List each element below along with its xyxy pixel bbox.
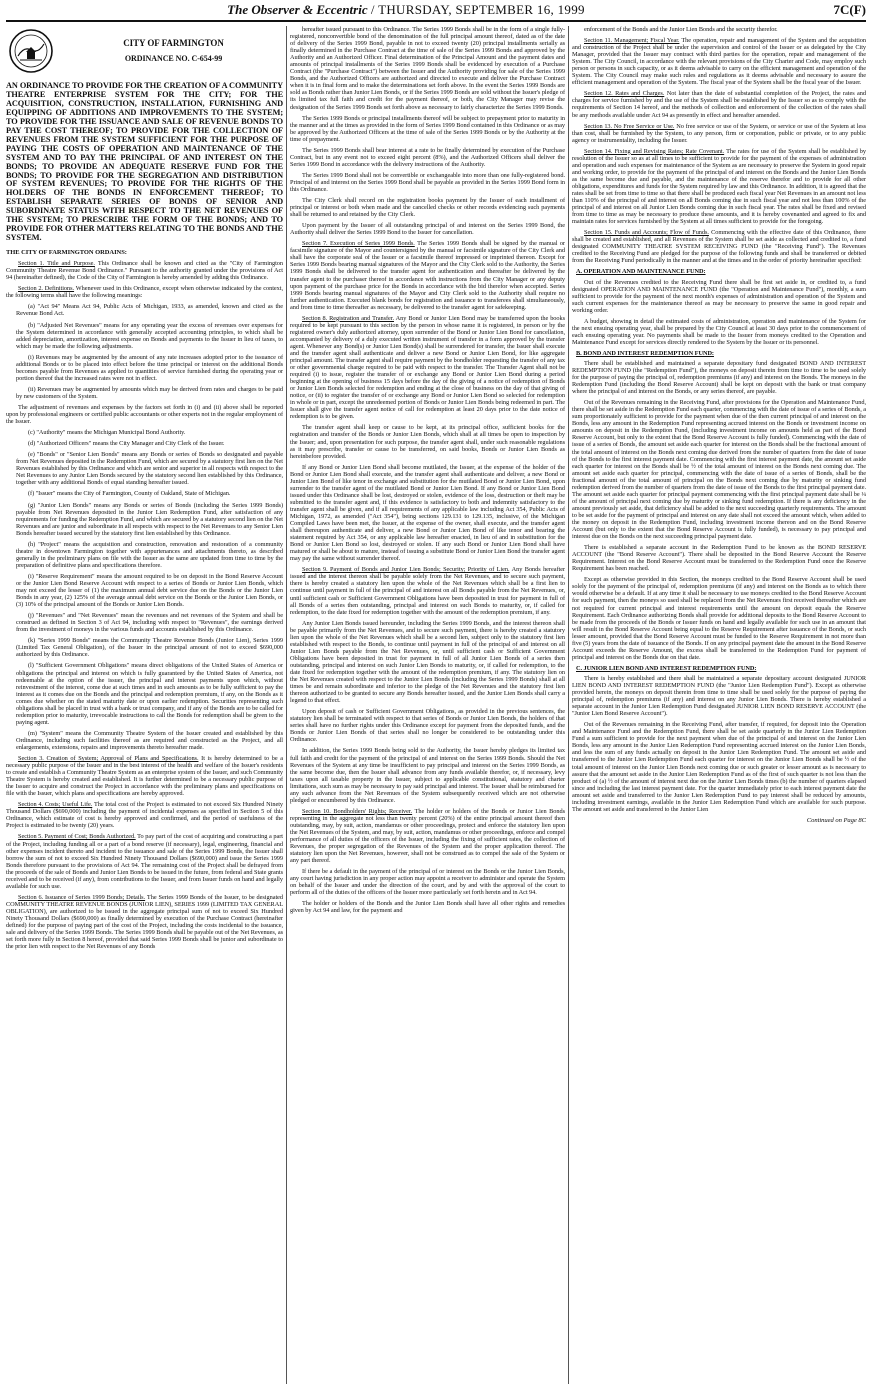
definition-paragraph — [16, 322, 283, 350]
paragraph-text: In addition, the Series 1999 Bonds being sold to the Authority, the Issuer hereby pledges its limited tax full faith and credit for the payment of the principal of and interest on the Series 1999 Bonds. Should the Net Revenues of the System at any time be insufficient to pay principal and interest on the Series 1999 Bonds, as the same become due, then the Issuer shall advance from any funds available therefor, or, if necessary, levy taxes upon all taxable property in the Issuer, subject to applicable constitutional, statutory and charter limitations, such sum as may be necessary to pay said principal and interest. The Issuer shall be reimbursed for any such advance from the Net Revenues of the System subsequently received which are not otherwise pledged or encumbered by this Ordinance. — [290, 747, 565, 804]
city-block — [64, 28, 283, 65]
paragraph-text: The Series 1999 Bonds shall be signed by the manual or facsimile signature of the Mayor and countersigned by the manual or facsimile signature of the City Clerk and shall have the corporate seal of the Issuer or a facsimile thereof impressed or imprinted thereon. Except for Series 1999 Bonds bearing manual signatures of the Mayor and the City Clerk sold to the Authority, the Series 1999 Bonds shall be delivered to the transfer agent for authentication and thereafter be delivered by the transfer agent to the purchaser thereof in accordance with instructions from the City Manager or any deputy upon payment of the purchase price for the Bonds in accordance with the bid therefor when accepted. Series 1999 Bonds bearing manual signatures of the Mayor and City Clerk sold to the Authority shall require no further authentication. Executed blank bonds for registration and issuance to transferees shall simultaneously, and from time to time thereafter as necessary, be delivered to the transfer agent for safekeeping. — [290, 240, 565, 311]
section-paragraph — [6, 894, 283, 950]
section-heading: Section 15. Funds and Accounts; Flow of Funds. — [584, 229, 709, 237]
definition-paragraph — [16, 451, 283, 486]
body-paragraph — [290, 197, 565, 218]
body-paragraph — [572, 360, 866, 395]
paragraph-text: There is hereby established and there shall be maintained a separate depositary account designated JUNIOR LIEN BOND AND INTEREST REDEMPTION FUND (the "Junior Lien Redemption Fund"). Except as otherwise provided herein, the moneys on deposit therein from time to time shall be used solely for the purpose of paying the principal of, redemption premiums (if any) and interest on any Junior Lien Bonds. There is hereby established a separate account in the Junior Lien Redemption Fund designated JUNIOR LIEN BOND RESERVE ACCOUNT (the "Junior Lien Bond Reserve Account"). — [572, 674, 866, 718]
column-1-body — [6, 260, 283, 950]
paragraph-text: Commencing with the effective date of this Ordinance, there shall be created and established, and all Revenues of the System shall be set aside as collected and credited to, a fund designated COMMUNITY THEATRE SYSTEM RECEIVING FUND (the "Receiving Fund"). The Revenues credited to the Receiving Fund are pledged for the purpose of the following funds and shall be transferred or debited from the Receiving Fund periodically in the manner and at the times and in the order of priority hereinafter specified: — [572, 229, 866, 265]
definition-paragraph — [16, 502, 283, 537]
definition-paragraph — [16, 541, 283, 569]
definition-paragraph — [16, 386, 283, 400]
paragraph-text: Any Bond or Junior Lien Bond may be transferred upon the books required to be kept pursuant to this section by the person in whose name it is registered, in person or by the registered owner's duly authorized attorney, upon surrender of the Bond or Junior Lien Bond for cancellation, accompanied by delivery of a duly executed written instrument of transfer in a form approved by the transfer agent. Whenever any Bond(s) or Junior Lien Bond(s) shall be surrendered for transfer, the Issuer shall execute and the transfer agent shall authenticate and deliver a new Bond or Junior Lien Bond, for like aggregate principal amount. The transfer agent shall require payment by the bondholder requesting the transfer of any tax or other governmental charge required to be paid with respect to the transfer. The Transfer Agent shall not be required (i) to issue, register the transfer of or exchange any Bond or Junior Lien Bond during a period beginning at the opening of business 15 days before the day of the giving of a notice of redemption of Bonds or Junior Lien Bonds selected for redemption and ending at the close of business on the day of that giving of notice, or (ii) to register the transfer of or exchange any Bond or Junior Lien Bond so selected for redemption in whole or in part, except the unredeemed portion of Bonds or Junior Lien Bonds being redeemed in part. The Issuer shall give the transfer agent notice of call for redemption at least 20 days prior to the date notice of redemption is to be given. — [290, 314, 565, 421]
section-heading: Section 2. Definitions. — [18, 285, 75, 293]
paragraph-text: It is hereby determined to be a necessary public purpose of the Issuer and in the best interest of the health and welfare of the Issuer's residents to create and establish a Community Theatre System as an enterprise system of the Issuer, and such Community Theatre System is hereby created and established. It is further determined to be a necessary public purpose of the Issuer to acquire and construct the Project in accordance with the preliminary plans and specifications on file with the Issuer, which plans and specifications are hereby approved. — [6, 755, 283, 798]
paragraph-text: (k) "Series 1999 Bonds" means the Community Theatre Revenue Bonds (Junior Lien), Series 1999 (Limited Tax General Obligation), of the Issuer in the principal amount of not to exceed $690,000 authorized by this Ordinance. — [16, 637, 283, 659]
column-3-body — [572, 26, 866, 813]
section-heading: Section 5. Payment of Cost; Bonds Authorized. — [18, 833, 136, 841]
city-seal-icon — [8, 28, 54, 74]
paragraph-text: The Series 1999 Bonds or principal installments thereof will be subject to prepayment prior to maturity in the manner and at the times as provided in the form of Series 1999 Bond contained in this Ordinance or as may be approved by the Authorized Officers at the time of sale of the Series 1999 Bonds or by the Authority at the time of prepayment. — [290, 114, 565, 143]
issue-date-text: THURSDAY, SEPTEMBER 16, 1999 — [378, 2, 585, 17]
section-paragraph — [572, 90, 866, 118]
fund-heading: B. BOND AND INTEREST REDEMPTION FUND: — [576, 349, 714, 357]
definition-paragraph — [16, 440, 283, 447]
definition-paragraph — [16, 730, 283, 751]
definition-paragraph — [16, 303, 283, 317]
body-paragraph — [290, 147, 565, 168]
body-paragraph — [572, 399, 866, 540]
section-heading: Section 8. Registration and Transfer. — [302, 314, 394, 322]
body-paragraph — [290, 424, 565, 459]
notice-header — [8, 28, 283, 74]
definition-paragraph — [16, 354, 283, 382]
section-paragraph — [572, 148, 866, 226]
paragraph-text: The transfer agent shall keep or cause to be kept, at its principal office, sufficient books for the registration and transfer of the Bonds or Junior Lien Bonds, which shall at all times be open to inspection by the Issuer; and, upon presentation for such purpose, the transfer agent shall, under such reasonable regulations as it may prescribe, transfer or cause to be transferred, on said books, Bonds or Junior Lien Bonds as hereinbefore provided. — [290, 424, 565, 460]
section-heading: Section 1. Title and Purpose. — [18, 260, 95, 268]
paragraph-text: The operation, repair and management of the System and the acquisition and construction of the Project shall be under the supervision and control of the Issuer or as delegated by the City Manager, provided that the Issuer may contract with third parties for the operation, repair and management of the System. The City Council, in accordance with the relevant provisions of the City Charter and Code, may employ such person or persons in such capacity, or as it deems advisable to carry on the efficient management and operation of the System. The City Council may make such rules and regulations as it deems advisable and necessary to assure the efficient management and operation of the System. The fiscal year of the System shall be the fiscal year of the Issuer. — [572, 37, 866, 87]
paragraph-text: Out of the Revenues credited to the Receiving Fund there shall be first set aside in, or credited to, a fund designated OPERATION AND MAINTENANCE FUND (the "Operation and Maintenance Fund"), monthly, a sum sufficient to provide for the payment of the next month's expenses of administration and operation of the System and such current expenses for the maintenance thereof as may be necessary to preserve the same in good repair and working order. — [572, 278, 866, 314]
paragraph-text: (a) "Act 94" Means Act 94, Public Acts of Michigan, 1933, as amended, known and cited as the Revenue Bond Act. — [16, 303, 283, 318]
section-heading: Section 11. Management; Fiscal Year. — [584, 37, 680, 45]
section-paragraph — [290, 566, 565, 615]
issue-date — [371, 2, 585, 17]
body-paragraph — [290, 747, 565, 803]
paragraph-text: (c) "Authority" means the Michigan Municipal Bond Authority. — [28, 429, 186, 437]
paragraph-text: (h) "Project" means the acquisition and construction, renovation and restoration of a community theatre in downtown Farmington together with appurtenances and attachments thereto, as described generally in the preliminary plans on file with the Issuer as the same are updated from time to time by the preparation of definitive plans and specifications therefore. — [16, 540, 283, 569]
body-paragraph — [572, 675, 866, 717]
paragraph-text: Whenever used in this Ordinance, except when otherwise indicated by the context, the following terms shall have the following meanings: — [6, 285, 283, 300]
paragraph-text: If any Bond or Junior Lien Bond shall become mutilated, the Issuer, at the expense of the holder of the Bond or Junior Lien Bond shall execute, and the transfer agent shall authenticate and deliver, a new Bond or Junior Lien Bond of like tenor in exchange and substitution for the mutilated Bond or Junior Lien Bond, upon surrender to the transfer agent of the mutilated Bond or Junior Lien Bond. If any Bond or Junior Lien Bond issued under this Ordinance shall be lost, destroyed or stolen, evidence of the loss, destruction or theft may be submitted to the transfer agent and, if this evidence is satisfactory to both and indemnity satisfactory to the transfer agent shall be given, and if all requirements of any applicable law including Act 354, Public Acts of Michigan, 1972, as amended ("Act 354"), being sections 129.131 to 129.135, inclusive, of the Michigan Compiled Laws have been met, the Issuer, at the expense of the owner, shall execute, and the transfer agent shall thereupon authenticate and deliver, a new Bond or Junior Lien Bond of like tenor and bearing the statement required by Act 354, or any applicable law hereafter enacted, in lieu of and in substitution for the Bond or Junior Lien Bond so lost, destroyed or stolen. If any such Bond or Junior Lien Bond shall have matured or shall be about to mature, instead of issuing a substitute Bond or Junior Lien Bond the transfer agent may pay the same without surrender thereof. — [290, 463, 565, 563]
section-paragraph — [572, 37, 866, 86]
page-number: 7C(F) — [833, 2, 866, 17]
fund-heading: C. JUNIOR LIEN BOND AND INTEREST REDEMPTION FUND: — [576, 664, 757, 672]
paragraph-text: Upon payment by the Issuer of all outstanding principal of and interest on the Series 1999 Bond, the Authority shall deliver the Series 1999 Bond to the Issuer for cancellation. — [290, 222, 565, 237]
definition-paragraph — [16, 637, 283, 658]
date-sep: / — [370, 2, 379, 17]
section-paragraph — [6, 755, 283, 797]
paragraph-text: (d) "Authorized Officers" means the City Manager and City Clerk of the Issuer. — [28, 440, 225, 448]
continued-note: Continued on Page 8C — [806, 816, 866, 824]
body-paragraph — [572, 279, 866, 314]
paragraph-text: A budget, showing in detail the estimated costs of administration, operation and maintenance of the System for the next ensuing operating year, shall be prepared by the City Council at least 30 days prior to the commencement of each ensuing operating year. No payments shall be made to the Issuer from moneys credited to the Operation and Maintenance Fund except for services directly rendered to the System by the Issuer or its personnel. — [572, 317, 866, 346]
paragraph-text: The holder or holders of the Bonds or Junior Lien Bonds representing in the aggregate not less than twenty percent (20%) of the entire principal amount thereof then outstanding, may, by suit, action, mandamus or other proceedings, protect and enforce the statutory lien upon the Net Revenues of the System, and may, by suit, action, mandamus or other proceedings, enforce and compel performance of all duties of the officers of the Issuer, including the fixing of sufficient rates, the collection of Revenues, the proper segregation of the Revenues of the System and the proper application thereof. The statutory lien upon the Net Revenues, however, shall not be construed as to compel the sale of the System or any part thereof. — [290, 807, 565, 865]
body-paragraph — [290, 464, 565, 563]
section-heading: Section 14. Fixing and Revising Rates; Rate Covenant. — [584, 147, 725, 155]
column-3 — [572, 26, 866, 1384]
ordains-line: THE CITY OF FARMINGTON ORDAINS: — [6, 249, 127, 257]
body-paragraph — [290, 868, 565, 896]
paragraph-text: The holder or holders of the Bonds and the Junior Lien Bonds shall have all other rights and remedies given by Act 94 and law, for the payment and — [290, 900, 565, 915]
paragraph-text: Out of the Revenues remaining in the Receiving Fund, after provisions for the Operation and Maintenance Fund, there shall be set aside in the Redemption Fund each quarter, commencing with the date of issue of a series of Bonds, a sum proportionately sufficient to provide for the payment when due of the then current principal of and interest on the Bonds, less any amount in the Redemption Fund representing accrued interest on the Bonds or investment income on amounts on deposit in the Redemption Fund, (including investment income on amounts held as part of the Bond Reserve Account, but only to the extent that the Bond Reserve Account is fully funded). Commencing with the date of issue of a series of Bonds, the amount set aside each quarter for interest on the Bonds shall be the fractional amount of the total amount of interest on the Bonds next coming due derived from the number of quarters from the date of issue of the Bonds to the first interest payment date. Commencing with the first interest payment date, the amount set aside each quarter for interest on the Bonds shall be ½ of the total amount of interest on the Bonds next coming due. The amount set aside each quarter for principal, commencing with the date of issue of a series of Bonds, shall be the fractional amount of the total amount of principal on the Bonds next coming due by maturity or sinking fund redemption derived from the number of quarters from the date of issue of the Bonds to the first principal payment date. The amount set aside each quarter for principal payment commencing with the first principal payment date shall be ¼ of the amount of principal next coming due by maturity or sinking fund redemption. If there is any deficiency in the amount previously set aside, that deficiency shall be added to the next succeeding quarterly requirements. The amount to be set aside for the payment of principal and interest on any date shall not exceed the amount which, when added to the money on deposit in the Redemption Fund, including investment income thereon and on the Bond Reserve Account (but only to the extent that the Bond Reserve Account is fully funded), is necessary to pay principal and interest due on the Bonds on the next succeeding principal payment date. — [572, 399, 866, 541]
city-name: CITY OF FARMINGTON — [123, 38, 224, 48]
paragraph-text: There shall be established and maintained a separate depositary fund designated BOND AND INTEREST REDEMPTION FUND (the "Redemption Fund"), the moneys on deposit therein from time to time to be used solely for the purpose of paying the principal of, redemption premiums (if any) and interest on the Bonds. The moneys in the Redemption Fund (including the Bond Reserve Account) shall be kept on deposit with the bank or trust company where the principal of and interest on the Bonds, or any series thereof, are payable. — [572, 359, 866, 396]
paragraph-text: There is established a separate account in the Redemption Fund to be known as the BOND RESERVE ACCOUNT (the "Bond Reserve Account"). There shall be deposited in the Bond Reserve Account the Reserve Requirement. Interest on the Bond Reserve Account must be transferred to the Redemption Fund once the Reserve Requirement has been reached. — [572, 544, 866, 573]
paragraph-text: Out of the Revenues remaining in the Receiving Fund, after transfer, if required, for deposit into the Operation and Maintenance Fund and the Redemption Fund, there shall be set aside quarterly in the Junior Lien Redemption Fund a sum sufficient to provide for the next payment when due of the principal of and interest on the Junior Lien Bonds, less any amount in the Junior Lien Redemption Fund representing accrued interest on the Junior Lien Bonds, and less the sum of any funds actually on deposit in the Junior Lien Redemption Fund. The amount set aside and transferred to the Junior Lien Redemption Fund each quarter for interest on the Junior Lien Bonds shall be ½ of the total amount of interest on the Junior Lien Bonds next coming due or such greater or lesser amount as is necessary to assure that the amount set aside in the Junior Lien Redemption Fund as of the first of such quarter is not less than the product of (a) ½ of the amount of interest next due on the Junior Lien Bonds times (b) the number of quarters elapsed since and including the last interest payment date. For the quarter immediately prior to each interest payment date the amount set aside and transferred to the Junior Lien Redemption Fund to pay interest shall be reduced by amounts, including investment earnings, available in the Junior Lien Redemption Fund which are available for such purpose. The amount set aside and transferred to the Junior Lien — [572, 721, 866, 813]
section-paragraph — [6, 801, 283, 829]
paragraph-text: (b) "Adjusted Net Revenues" means for any operating year the excess of revenues over expenses for the System determined in accordance with generally accepted accounting principles, to which shall be added depreciation, amortization, interest expense on Bonds and payments to the Issuer in lieu of taxes, to which may be made the following adjustments. — [16, 321, 283, 350]
section-heading: Section 3. Creation of System; Approval of Plans and Specifications. — [18, 755, 199, 763]
ordinance-caption: AN ORDINANCE TO PROVIDE FOR THE CREATION OF A COMMUNITY THEATRE ENTERPRISE SYSTEM FOR THE CITY; FOR THE ACQUISITION, CONSTRUCTION, INSTALLATION, FURNISHING AND EQUIPPING OF ADDITIONS AND IMPROVEMENTS TO THE SYSTEM; TO PROVIDE FOR THE ISSUANCE AND SALE OF REVENUE BONDS TO PAY THE COST THEREOF; TO PROVIDE FOR THE COLLECTION OF REVENUES FROM THE SYSTEM SUFFICIENT FOR THE PURPOSE OF PAYING THE COSTS OF OPERATION AND MAINTENANCE OF THE SYSTEM AND TO PAY THE PRINCIPAL OF AND INTEREST ON THE BONDS; TO PROVIDE AN ADEQUATE RESERVE FUND FOR THE BONDS; TO PROVIDE FOR THE SEGREGATION AND DISTRIBUTION OF SYSTEM REVENUES; TO PROVIDE FOR THE RIGHTS OF THE HOLDERS OF THE BONDS IN ENFORCEMENT THEREOF; TO ESTABLISH SEPARATE SERIES OF BONDS OF SENIOR AND SUBORDINATE STATUS WITH RESPECT TO THE NET REVENUES OF THE SYSTEM; TO PRESCRIBE THE FORM OF THE BONDS; AND TO PROVIDE FOR OTHER MATTERS RELATING TO THE BONDS AND THE SYSTEM. — [6, 81, 283, 243]
body-paragraph — [572, 721, 866, 813]
paragraph-text: The City Clerk shall record on the registration books payment by the Issuer of each installment of principal or interest or both when made and the cancelled checks or other records evidencing such payments shall be returned to and retained by the City Clerk. — [290, 197, 565, 219]
section-heading: Section 12. Rates and Charges. — [584, 90, 665, 98]
definition-paragraph — [16, 662, 283, 725]
section-paragraph — [290, 315, 565, 421]
body-paragraph — [290, 620, 565, 705]
paragraph-text: Not later than the date of substantial completion of the Project, the rates and charges for service furnished by and the use of the System shall be established by the Issuer so as to comply with the requirements of Section 14 hereof, and the methods of collection and enforcement of the collection of the rates shall be any methods available under Act 94 as presently in effect and hereafter amended. — [572, 90, 866, 119]
body-paragraph — [290, 222, 565, 236]
column-2 — [290, 26, 565, 1384]
section-paragraph — [290, 240, 565, 310]
paragraph-text: The Series 1999 Bonds of the Issuer, to be designated COMMUNITY THEATRE REVENUE BONDS (JUNIOR LIEN), SERIES 1999 (LIMITED TAX GENERAL OBLIGATION), are authorized to be issued in the aggregate principal sum of not to exceed Six Hundred Ninety Thousand Dollars ($690,000) as finally determined by execution of the Purchase Contract (hereinafter defined) for the purpose of paying part of the cost of the Project, including the costs incidental to the issuance, sale and delivery of the Series 1999 Bonds. The Series 1999 Bonds shall be payable out of the Net Revenues, as set forth more fully in Section 8 hereof, provided that said Series 1999 Bonds shall be junior and subordinate to the prior lien with respect to the Net Revenues of any Bonds — [6, 893, 283, 951]
body-paragraph — [6, 404, 283, 425]
paper-name: The Observer & Eccentric — [227, 2, 368, 17]
paragraph-text: No free service or use of the System, or service or use of the System at less than cost, shall be furnished by the System, to any person, firm or corporation, public or private, or to any public agency or instrumentality, including the Issuer. — [572, 122, 866, 144]
paragraph-text: (j) "Revenues" and "Net Revenues" mean the revenues and net revenues of the System and shall be construed as defined in Section 3 of Act 94, including with respect to "Revenues", the earnings derived from the investment of moneys in the various funds and accounts established by this Ordinance. — [16, 612, 283, 634]
paper-title — [0, 2, 812, 18]
section-heading: Section 13. No Free Service or Use. — [584, 122, 675, 130]
paragraph-text: This Ordinance shall be known and cited as the "City of Farmington Community Theatre Revenue Bond Ordinance." Pursuant to the authority granted under the provisions of Act 94 (hereinafter defined), the Code of the City of Farmington is hereby amended by adding this Ordinance. — [6, 260, 283, 282]
section-heading: Section 10. Bondholders' Rights; Receiver. — [302, 807, 413, 815]
section-heading: Section 9. Payment of Bonds and Junior Lien Bonds; Security; Priority of Lien. — [302, 566, 510, 574]
paragraph-text: (i) Revenues may be augmented by the amount of any rate increases adopted prior to the issuance of additional Bonds or to be placed into effect before the time principal or interest on the additional Bonds becomes payable from Revenues as applied to quantities of service furnished during the operating year or portion thereof that the increased rates were not in effect. — [16, 353, 283, 382]
paragraph-text: To pay part of the cost of acquiring and constructing a part of the Project, including funding all or a part of a bond reserve (if necessary), legal, engineering, financial and other expenses incident thereto and incident to the issuance and sale of the Series 1999 Bonds, the Issuer shall borrow the sum of not to exceed Six Hundred Ninety Thousand Dollars ($690,000) and issue the Series 1999 Bonds therefore pursuant to the provisions of Act 94. The remaining cost of the Project shall be defrayed from the proceeds of the sale of Bonds and Junior Lien Bonds to be issued in the future, from federal and State grants received and to be received (if any), from contributions to the Issuer, and from Issuer funds on hand and legally available for such use. — [6, 833, 283, 890]
body-paragraph — [572, 544, 866, 572]
paragraph-text: If there be a default in the payment of the principal of or interest on the Bonds or the Junior Lien Bonds, any court having jurisdiction in any proper action may appoint a receiver to administer and operate the System on behalf of the Issuer and under the direction of the court, and by and with the approval of the court to perform all of the duties of the officers of the Issuer more particularly set forth herein and in Act 94. — [290, 868, 565, 897]
fund-heading: A. OPERATION AND MAINTENANCE FUND: — [576, 268, 706, 276]
section-heading: Section 4. Costs; Useful Life. — [18, 801, 93, 809]
paragraph-text: (e) "Bonds" or "Senior Lien Bonds" means any Bonds or series of Bonds so designated and payable from Net Revenues deposited in the Redemption Fund, which are secured by a statutory first lien on the Net Revenues established by this Ordinance and which are senior and superior in all respects with respect to the Net Revenues to any Junior Lien Bonds secured by the statutory second lien established by this Ordinance, together with any additional Bonds of equal standing hereafter issued. — [16, 451, 283, 487]
body-paragraph — [572, 576, 866, 661]
column-2-body — [290, 26, 565, 914]
paragraph-text: The rates for use of the System shall be established by resolution of the Issuer so as at all times to be sufficient to provide for the payment of the expenses of administration and operation and such expenses for maintenance of the System as are necessary to preserve the System in good repair and working order, to provide for the payment of the principal of and interest on the Bonds and the Junior Lien Bonds as the same become due and payable, and the maintenance of the reserve therefor and to provide for all other obligations, expenditures and funds for the System required by law and this Ordinance. In addition, it is agreed that the rates shall be set from time to time so that there shall be produced each fiscal year Net Revenues in an amount not less than 110% of the principal of and interest on all Bonds coming due in such fiscal year and not less than 100% of the principal of and interest on all Junior Lien Bonds coming due in such fiscal year. The rates shall be fixed and revised from time to time as may be necessary to produce these amounts, and it is hereby covenanted and agreed to fix and maintain rates for services furnished by the System at all times sufficient to provide for the foregoing. — [572, 147, 866, 226]
paragraph-text: Any Bonds hereafter issued and the interest thereon shall be payable solely from the Net Revenues, and to secure such payment, there is hereby created a statutory lien upon the whole of the Net Revenues which shall be a first lien to continue until payment in full of the principal of and interest on all Bonds payable from the Net Revenues, or, until sufficient cash or Sufficient Government Obligations have been deposited in trust for payment in full of all Bonds of a series then outstanding, principal and interest on such Bonds to maturity, or, if called for redemption, to the date fixed for redemption together with the amount of the redemption premium, if any. — [290, 566, 565, 616]
paragraph-text: (ii) Revenues may be augmented by amounts which may be derived from rates and charges to be paid by new customers of the System. — [16, 385, 283, 400]
paragraph-text: (m) "System" means the Community Theatre System of the Issuer created and established by this Ordinance, including such facilities thereof as are required and constructed as the Project, and all enlargements, extensions, repairs and improvements thereto hereafter made. — [16, 729, 283, 751]
definition-paragraph — [16, 429, 283, 436]
paragraph-text: The Series 1999 Bond shall not be convertible or exchangeable into more than one fully-registered bond. Principal of and interest on the Series 1999 Bond shall be payable as provided in the Series 1999 Bond form in this Ordinance. — [290, 171, 565, 193]
ordinance-number: ORDINANCE NO. C-654-99 — [124, 54, 223, 63]
column-1 — [6, 26, 283, 1384]
definition-paragraph — [16, 573, 283, 608]
body-paragraph — [572, 26, 866, 33]
paragraph-text: Any Junior Lien Bonds issued hereunder, including the Series 1999 Bonds, and the interest thereon shall be payable primarily from the Net Revenues, and to secure such payment, there is hereby created a statutory lien upon the whole of the Net Revenues which shall be a second lien, subject only to the statutory first lien established with respect to the Bonds, to continue until payment in full of the principal of and interest on all Junior Lien Bonds payable from the Net Revenues, or, until sufficient cash or Sufficient Government Obligations have been deposited in trust for payment in full of all Junior Lien Bonds of a series then outstanding, principal and interest on such Junior Lien Bonds to maturity, or, if called for redemption, to the date fixed for redemption together with the amount of the redemption premium, if any. The statutory lien on the Net Revenues created with respect to the Junior Lien Bonds (including the Series 1999 Bonds) shall at all times be and remain subordinate and inferior to the pledge of the Net Revenues and the statutory first lien thereon authorized to be granted to secure any Bonds hereafter issued, and the Junior Lien Bonds shall carry a legend to that effect. — [290, 619, 565, 705]
paragraph-text: (l) "Sufficient Government Obligations" means direct obligations of the United States of America or obligations the principal and interest on which is fully guaranteed by the United States of America, not redeemable at the option of the issuer, the principal and interest payments upon which, without reinvestment of the interest, come due at such times and in such amounts as to be fully sufficient to pay the interest as it comes due on the Bonds and the principal and redemption premium, if any, on the Bonds as it comes due whether on the stated maturity date or upon earlier redemption. Securities representing such obligations shall be placed in trust with a bank or trust company, and if any of the Bonds are to be called for redemption prior to maturity, irrevocable instructions to call the Bonds for redemption shall be given to the paying agent. — [16, 662, 283, 726]
section-paragraph — [6, 833, 283, 889]
section-heading: Section 6. Issuance of Series 1999 Bonds; Details. — [18, 893, 146, 901]
section-paragraph — [6, 260, 283, 281]
paragraph-text: hereafter issued pursuant to this Ordinance. The Series 1999 Bonds shall be in the form of a single fully-registered, nonconvertible bond of the denomination of the full principal amount thereof, dated as of the date of delivery of the Series 1999 Bond, payable in not to exceed twenty (20) principal installments serially as finally determined in the Purchase Contract at the time of sale of the Series 1999 Bonds and approved by the Authority and an Authorized Officer. Final determination of the Principal Amount and the payment dates and amounts of principal installments of the Series 1999 Bonds shall be evidenced by execution of a Purchase Contract (the "Purchase Contract") between the Issuer and the Authority providing for sale of the Series 1999 Bonds, and the Authorized Officers are authorized and directed to execute and deliver the Purchase Contract when it is in final form and to make the determinations set forth above. In the event the Series 1999 Bonds are sold as Bonds rather than Junior Lien Bonds, or if the Series 1999 Bonds are sold without the Issuer's pledge of its limited tax full faith and credit for the payment thereof, or both, the City Manager may revise the designation of the Series 1999 Bonds set forth above as necessary to fairly characterize the Series 1999 Bonds. — [290, 26, 565, 111]
paragraph-text: Upon deposit of cash or Sufficient Government Obligations, as provided in the previous sentences, the statutory lien shall be terminated with respect to that series of Bonds or Junior Lien Bonds, the holders of that series shall have no further rights under this Ordinance except for payment from the deposited funds, and the Bonds or Junior Lien Bonds of that series shall no longer be considered to be outstanding under this Ordinance. — [290, 708, 565, 744]
paragraph-text: (f) "Issuer" means the City of Farmington, County of Oakland, State of Michigan. — [28, 490, 231, 498]
top-rule — [6, 20, 866, 22]
paragraph-text: (i) "Reserve Requirement" means the amount required to be on deposit in the Bond Reserve Account or the Junior Lien Bond Reserve Account with respect to a series of Bonds or Junior Lien Bonds, which may not exceed the lesser of (1) the maximum annual debt service due on the Bonds or the Junior Lien Bonds in any year, (2) 125% of the average annual debt service on the Bonds or the Junior Lien Bonds, or (3) 10% of the principal amount of the Bonds or Junior Lien Bonds. — [16, 572, 283, 609]
paragraph-text: The total cost of the Project is estimated to not exceed Six Hundred Ninety Thousand Dollars ($690,000) including the payment of incidental expenses as specified in Section 5 of this Ordinance, which estimate of cost is hereby approved and confirmed, and the period of usefulness of the Project is estimated to be twenty (20) years. — [6, 801, 283, 830]
body-paragraph — [290, 708, 565, 743]
paragraph-text: The adjustment of revenues and expenses by the factors set forth in (i) and (ii) above shall be reported upon by professional engineers or certified public accountants or other experts not in the regular employment of the Issuer. — [6, 404, 283, 426]
section-paragraph — [290, 808, 565, 864]
paragraph-text: (g) "Junior Lien Bonds" means any Bonds or series of Bonds (including the Series 1999 Bonds) payable from Net Revenues deposited in the Junior Lien Redemption Fund, after satisfaction of any requirements for funding the Redemption Fund, and which are secured by a statutory second lien on the Net Revenues and are junior and subordinate in all respects with respect to the Net Revenues to any Senior Lien Bonds hereafter issued secured by the statutory first lien established by this Ordinance. — [16, 501, 283, 537]
paragraph-text: enforcement of the Bonds and the Junior Lien Bonds and the security therefor. — [584, 26, 778, 33]
body-paragraph — [290, 26, 565, 111]
paragraph-text: The Series 1999 Bonds shall bear interest at a rate to be finally determined by execution of the Purchase Contract, but in any event not to exceed eight percent (8%), and the Authorized Officers shall deliver the Series 1999 Bond in accordance with the delivery instructions of the Authority. — [290, 146, 565, 168]
body-paragraph — [290, 115, 565, 143]
body-paragraph — [290, 900, 565, 914]
column-divider — [568, 26, 569, 1384]
body-paragraph — [290, 172, 565, 193]
definition-paragraph — [16, 490, 283, 497]
paragraph-text: Except as otherwise provided in this Section, the moneys credited to the Bond Reserve Account shall be used solely for the payment of the principal of, redemption premiums (if any) and interest on the Bonds as to which there would otherwise be a default. If at any time it shall be necessary to use moneys credited to the Bond Reserve Account for such payment, then the moneys so used shall be replaced from the Net Revenues first received thereafter which are not required for current principal and interest requirements until the amount on deposit equals the Reserve Requirement. Each Ordinance authorizing Bonds shall provide for additional deposits to the Bond Reserve Account to be made from the proceeds of the Bonds or Issuer funds on hand and legally available for such use in an amount that will result in the Bond Reserve Account being equal to the Reserve Requirement after issuance of the Bonds, or such lesser amount, provided that the Bond Reserve Account must be funded to the Reserve Requirement in not more than five (5) years from the date of issuance of the Bonds. If on any principal payment date the amount in the Bond Reserve Account exceeds the Reserve Amount, the excess shall be transferred to the Redemption Fund for payment of principal and interest on the Bonds due on that date. — [572, 576, 866, 661]
section-paragraph — [572, 229, 866, 264]
body-paragraph — [572, 318, 866, 346]
section-heading: Section 7. Execution of Series 1999 Bonds. — [302, 240, 415, 248]
definition-paragraph — [16, 612, 283, 633]
masthead — [0, 0, 872, 22]
column-divider — [286, 26, 287, 1384]
section-paragraph — [572, 123, 866, 144]
section-paragraph — [6, 285, 283, 299]
